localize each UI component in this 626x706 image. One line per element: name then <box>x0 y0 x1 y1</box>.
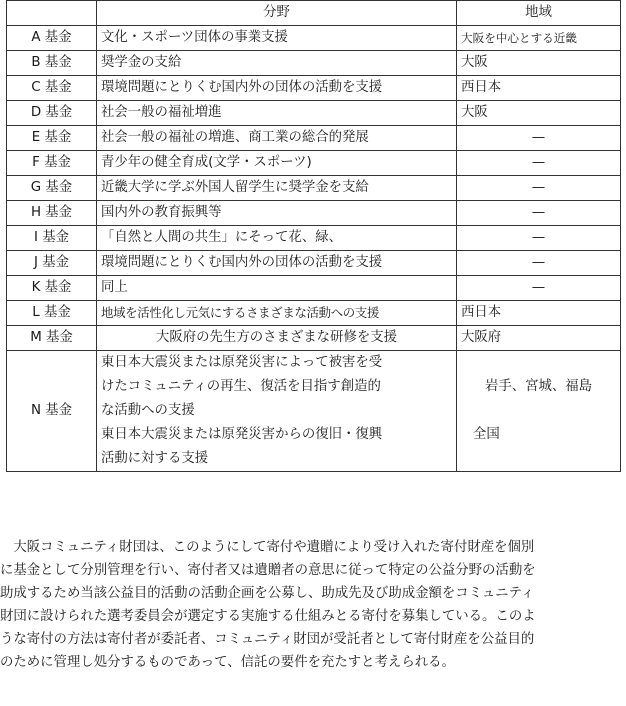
table-header-row <box>7 1 621 26</box>
fund-name: H 基金 <box>7 201 97 226</box>
fund-name: M 基金 <box>7 326 97 351</box>
table-row <box>7 176 621 201</box>
fund-field: 文化・スポーツ団体の事業支援 <box>97 26 457 51</box>
body-paragraph <box>0 536 626 674</box>
fund-field: 近畿大学に学ぶ外国人留学生に奨学金を支給 <box>97 176 457 201</box>
fund-field: 青少年の健全育成(文学・スポーツ) <box>97 151 457 176</box>
region-line: 全国 <box>473 427 500 442</box>
fund-field: 社会一般の福祉増進 <box>97 101 457 126</box>
fund-region: — <box>457 201 621 226</box>
header-fund <box>7 1 97 26</box>
fund-name: F 基金 <box>7 151 97 176</box>
field-line: 東日本大震災または原発災害によって被害を受 <box>101 355 383 370</box>
fund-name: I 基金 <box>7 226 97 251</box>
fund-field: 同上 <box>97 276 457 301</box>
table-row-n <box>7 351 621 472</box>
fund-region: — <box>457 251 621 276</box>
table-row <box>7 201 621 226</box>
fund-region: 大阪を中心とする近畿 <box>457 26 621 51</box>
table-row <box>7 76 621 101</box>
paragraph-line: のために管理し処分するものであって、信託の要件を充たすと考えられる。 <box>0 655 455 670</box>
field-line: な活動への支援 <box>101 403 195 418</box>
fund-region: 大阪 <box>457 51 621 76</box>
header-region: 地域 <box>457 1 621 26</box>
fund-region: — <box>457 226 621 251</box>
fund-name: L 基金 <box>7 301 97 326</box>
fund-field: 奨学金の支給 <box>97 51 457 76</box>
fund-region: — <box>457 126 621 151</box>
fund-region: — <box>457 151 621 176</box>
fund-region: 大阪 <box>457 101 621 126</box>
fund-name: E 基金 <box>7 126 97 151</box>
fund-field: 環境問題にとりくむ国内外の団体の活動を支援 <box>97 251 457 276</box>
field-line: 東日本大震災または原発災害からの復旧・復興 <box>101 427 383 442</box>
table-row <box>7 101 621 126</box>
paragraph-line: 大阪コミュニティ財団は、このようにして寄付や遺贈により受け入れた寄付財産を個別 <box>0 540 535 555</box>
table-row <box>7 126 621 151</box>
fund-field: 大阪府の先生方のさまざまな研修を支援 <box>97 326 457 351</box>
table-row <box>7 151 621 176</box>
table-row <box>7 51 621 76</box>
fund-name: C 基金 <box>7 76 97 101</box>
fund-region: 大阪府 <box>457 326 621 351</box>
fund-name: B 基金 <box>7 51 97 76</box>
fund-region: 西日本 <box>457 301 621 326</box>
fund-name: K 基金 <box>7 276 97 301</box>
paragraph-line: うな寄付の方法は寄付者が委託者、コミュニティ財団が受託者として寄付財産を公益目的 <box>0 632 535 647</box>
fund-table <box>6 0 621 472</box>
fund-region: — <box>457 176 621 201</box>
table-row <box>7 26 621 51</box>
fund-name: N 基金 <box>7 351 97 472</box>
fund-region: 西日本 <box>457 76 621 101</box>
paragraph-line: 助成するため当該公益目的活動の活動企画を公募し、助成先及び助成金額をコミュニティ <box>0 586 535 601</box>
field-line: けたコミュニティの再生、復活を目指す創造的 <box>101 379 381 394</box>
table-row <box>7 326 621 351</box>
table-row <box>7 251 621 276</box>
fund-field: 「自然と人間の共生」にそって花、緑、 <box>97 226 457 251</box>
region-line: 岩手、宮城、福島 <box>484 379 593 394</box>
fund-name: D 基金 <box>7 101 97 126</box>
paragraph-line: に基金として分別管理を行い、寄付者又は遺贈者の意思に従って特定の公益分野の活動を <box>0 563 536 578</box>
fund-name: A 基金 <box>7 26 97 51</box>
fund-field: 国内外の教育振興等 <box>97 201 457 226</box>
fund-region-multiline <box>457 351 621 472</box>
fund-name: G 基金 <box>7 176 97 201</box>
table-row <box>7 276 621 301</box>
paragraph-line: 財団に設けられた選考委員会が選定する実施する仕組みとる寄付を募集している。このよ <box>0 609 536 624</box>
fund-field-multiline <box>97 351 457 472</box>
fund-region: — <box>457 276 621 301</box>
fund-name: J 基金 <box>7 251 97 276</box>
header-field: 分野 <box>97 1 457 26</box>
table-row <box>7 226 621 251</box>
field-line: 活動に対する支援 <box>101 451 209 466</box>
table-row <box>7 301 621 326</box>
fund-field: 地域を活性化し元気にするさまざまな活動への支援 <box>97 301 457 326</box>
fund-field: 社会一般の福祉の増進、商工業の総合的発展 <box>97 126 457 151</box>
fund-field: 環境問題にとりくむ国内外の団体の活動を支援 <box>97 76 457 101</box>
